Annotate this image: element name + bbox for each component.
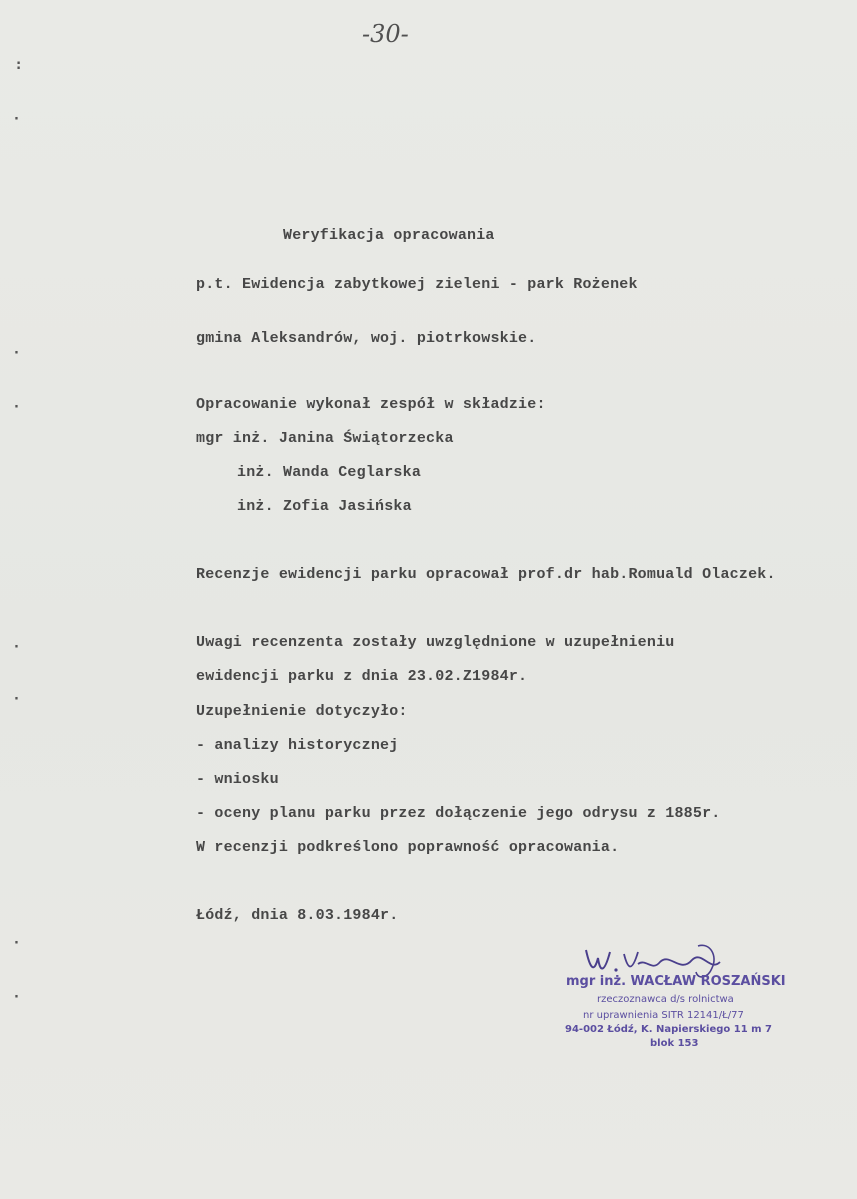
supplement-intro: Uzupełnienie dotyczyło: — [196, 703, 408, 720]
subject-line: p.t. Ewidencja zabytkowej zieleni - park Rożenek — [196, 276, 638, 293]
margin-mark: · — [14, 400, 19, 415]
team-intro: Opracowanie wykonał zespół w składzie: — [196, 396, 546, 413]
margin-mark: · — [14, 112, 19, 127]
stamp-block: blok 153 — [650, 1038, 699, 1049]
page-number: -30- — [362, 20, 409, 48]
supplement-item: - analizy historycznej — [196, 737, 399, 754]
supplement-item: - oceny planu parku przez dołączenie jego odrysu z 1885r. — [196, 805, 721, 822]
review-line: Recenzje ewidencji parku opracował prof.dr hab.Romuald Olaczek. — [196, 566, 776, 583]
margin-mark: · — [14, 936, 19, 951]
remarks-line: Uwagi recenzenta zostały uwzględnione w uzupełnieniu — [196, 634, 675, 651]
document-title: Weryfikacja opracowania — [283, 227, 495, 244]
remarks-line: ewidencji parku z dnia 23.02.Z1984r. — [196, 668, 528, 685]
stamp-address: 94-002 Łódź, K. Napierskiego 11 m 7 — [565, 1024, 772, 1035]
stamp-license: nr uprawnienia SITR 12141/Ł/77 — [583, 1010, 744, 1021]
supplement-item: - wniosku — [196, 771, 279, 788]
margin-mark: · — [14, 640, 19, 655]
margin-mark: · — [14, 990, 19, 1005]
conclusion: W recenzji podkreślono poprawność opracowania. — [196, 839, 620, 856]
stamp-name: mgr inż. WACŁAW ROSZAŃSKI — [566, 974, 786, 989]
subject-line: gmina Aleksandrów, woj. piotrkowskie. — [196, 330, 537, 347]
team-member: inż. Zofia Jasińska — [237, 498, 412, 515]
stamp-title: rzeczoznawca d/s rolnictwa — [597, 994, 734, 1005]
margin-mark: · — [14, 692, 19, 707]
margin-mark: · — [14, 346, 19, 361]
team-member: mgr inż. Janina Świątorzecka — [196, 430, 454, 447]
margin-mark: : — [16, 58, 22, 73]
place-date: Łódź, dnia 8.03.1984r. — [196, 907, 399, 924]
team-member: inż. Wanda Ceglarska — [237, 464, 422, 481]
